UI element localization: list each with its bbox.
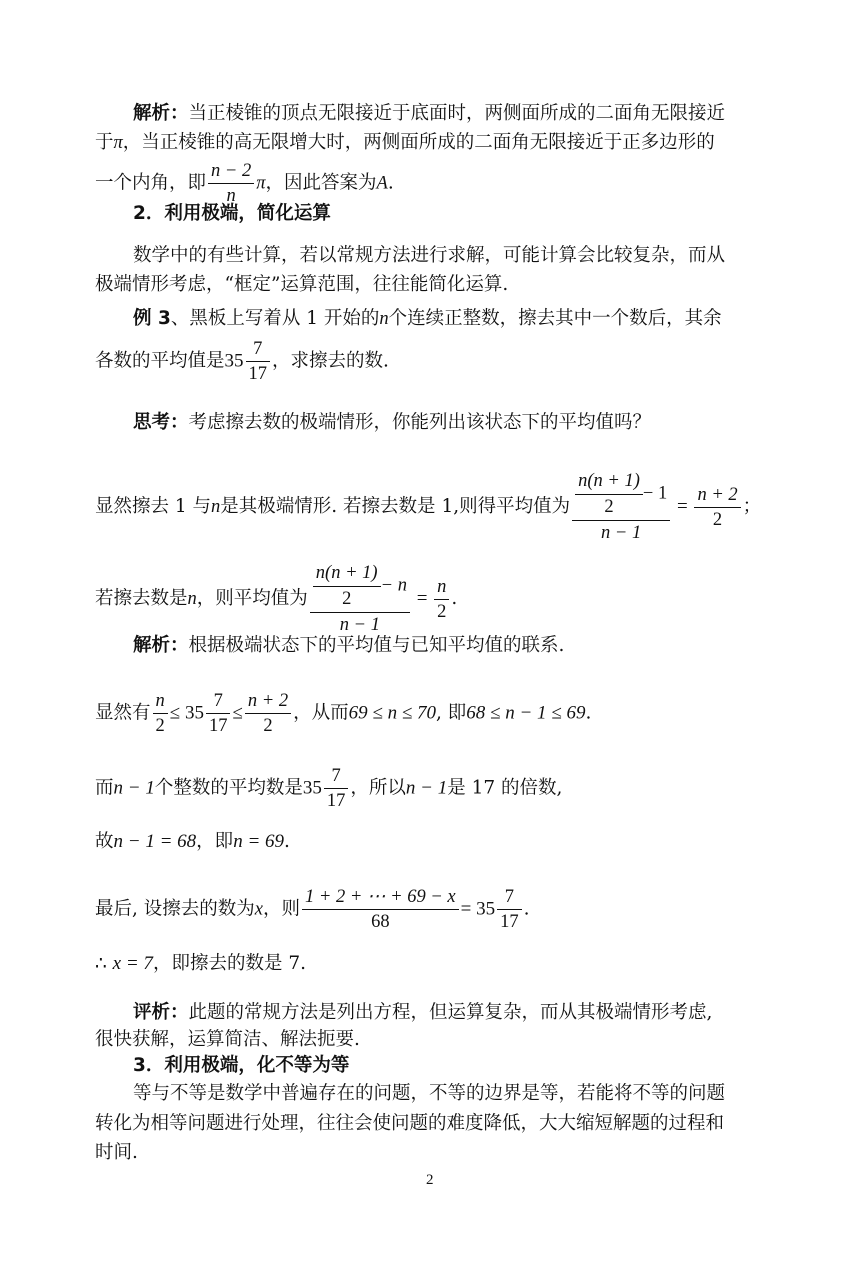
therefore-line: 故n − 1 = 68，即n = 69. xyxy=(95,831,290,852)
analysis-line: 解析：根据极端状态下的平均值与已知平均值的联系. xyxy=(133,635,565,656)
comment-label: 评析： xyxy=(133,1002,189,1023)
mixed-fraction: $\frac{7}{17}$ xyxy=(497,886,522,933)
para2-line2: 极端情形考虑，“框定”运算范围，往往能简化运算. xyxy=(95,274,509,295)
fraction: $\frac{n}{2}$ xyxy=(153,690,168,737)
analysis-label-2: 解析： xyxy=(133,635,189,656)
para3-line2: 转化为相等问题进行处理，往往会使问题的难度降低，大大缩短解题的过程和 xyxy=(95,1113,725,1134)
mixed-fraction: $\frac{7}{17}$ xyxy=(324,765,349,812)
para3-line1: 等与不等是数学中普遍存在的问题，不等的边界是等，若能将不等的问题 xyxy=(133,1083,726,1104)
fraction: $\frac{n - 2}{n}$ xyxy=(208,160,254,207)
fraction: $\frac{n + 2}{2}$ xyxy=(245,690,291,737)
para2-line1: 数学中的有些计算，若以常规方法进行求解，可能计算会比较复杂，而从 xyxy=(133,245,726,266)
para1-line3: 一个内角，即 $\frac{n - 2}{n}$ π，因此答案为A. xyxy=(95,161,394,206)
page-number: 2 xyxy=(426,1172,434,1188)
case1-line: 显然擦去 1 与n是其极端情形. 若擦去数是 1,则得平均值为 $\frac{n(n + 1)}{2}$ − 1 n − 1 = $\frac{n + 2}{2}$ ； xyxy=(95,471,762,543)
final-equation-line: 最后, 设擦去的数为x，则 $\frac{1 + 2 + \cdots + 69 - x}{68}$ = 35 $\frac{7}{17}$ . xyxy=(95,887,530,932)
para1-line1: 解析：当正棱锥的顶点无限接近于底面时，两侧面所成的二面角无限接近 xyxy=(133,103,726,124)
para1-line2: 于π，当正棱锥的高无限增大时，两侧面所成的二面角无限接近于正多边形的 xyxy=(95,132,715,153)
comment-line2: 很快获解，运算简洁、解法扼要. xyxy=(95,1029,360,1050)
fraction: $\frac{n + 2}{2}$ xyxy=(694,484,740,531)
multiple-line: 而n − 1个整数的平均数是35 $\frac{7}{17}$ ，所以n − 1是 17 的倍数, xyxy=(95,766,563,811)
compound-fraction: $\frac{n(n + 1)}{2}$ − n n − 1 xyxy=(310,562,410,636)
fraction: $\frac{n}{2}$ xyxy=(434,576,449,623)
compound-fraction: $\frac{n(n + 1)}{2}$ − 1 n − 1 xyxy=(572,470,670,544)
section-heading-2: 2．利用极端，简化运算 xyxy=(133,203,331,224)
mixed-fraction: $\frac{7}{17}$ xyxy=(206,690,231,737)
example3-line2: 各数的平均值是35 $\frac{7}{17}$ ，求擦去的数. xyxy=(95,339,389,384)
example-label: 例 3 xyxy=(133,308,171,329)
analysis-label: 解析： xyxy=(133,103,189,124)
fraction: $\frac{1 + 2 + \cdots + 69 - x}{68}$ xyxy=(302,886,459,933)
think-line: 思考：考虑擦去数的极端情形，你能列出该状态下的平均值吗？ xyxy=(133,412,652,433)
section-heading-3: 3．利用极端，化不等为等 xyxy=(133,1055,350,1076)
para3-line3: 时间. xyxy=(95,1142,138,1163)
inequality-line: 显然有 $\frac{n}{2}$ ≤ 35 $\frac{7}{17}$ ≤ $\frac{n + 2}{2}$ ，从而69 ≤ n ≤ 70, 即68 ≤ n − 1 ≤ 69. xyxy=(95,691,592,736)
mixed-fraction: $\frac{7}{17}$ xyxy=(246,338,271,385)
therefore-icon: ∴ xyxy=(95,953,107,974)
comment-line1: 评析：此题的常规方法是列出方程，但运算复杂，而从其极端情形考虑, xyxy=(133,1002,713,1023)
case2-line: 若擦去数是n，则平均值为 $\frac{n(n + 1)}{2}$ − n n − 1 = $\frac{n}{2}$ . xyxy=(95,563,458,635)
example3-line1: 例 3、黑板上写着从 1 开始的n个连续正整数，擦去其中一个数后，其余 xyxy=(133,308,722,329)
conclusion-line: ∴ x = 7，即擦去的数是 7. xyxy=(95,953,306,974)
think-label: 思考： xyxy=(133,412,189,433)
